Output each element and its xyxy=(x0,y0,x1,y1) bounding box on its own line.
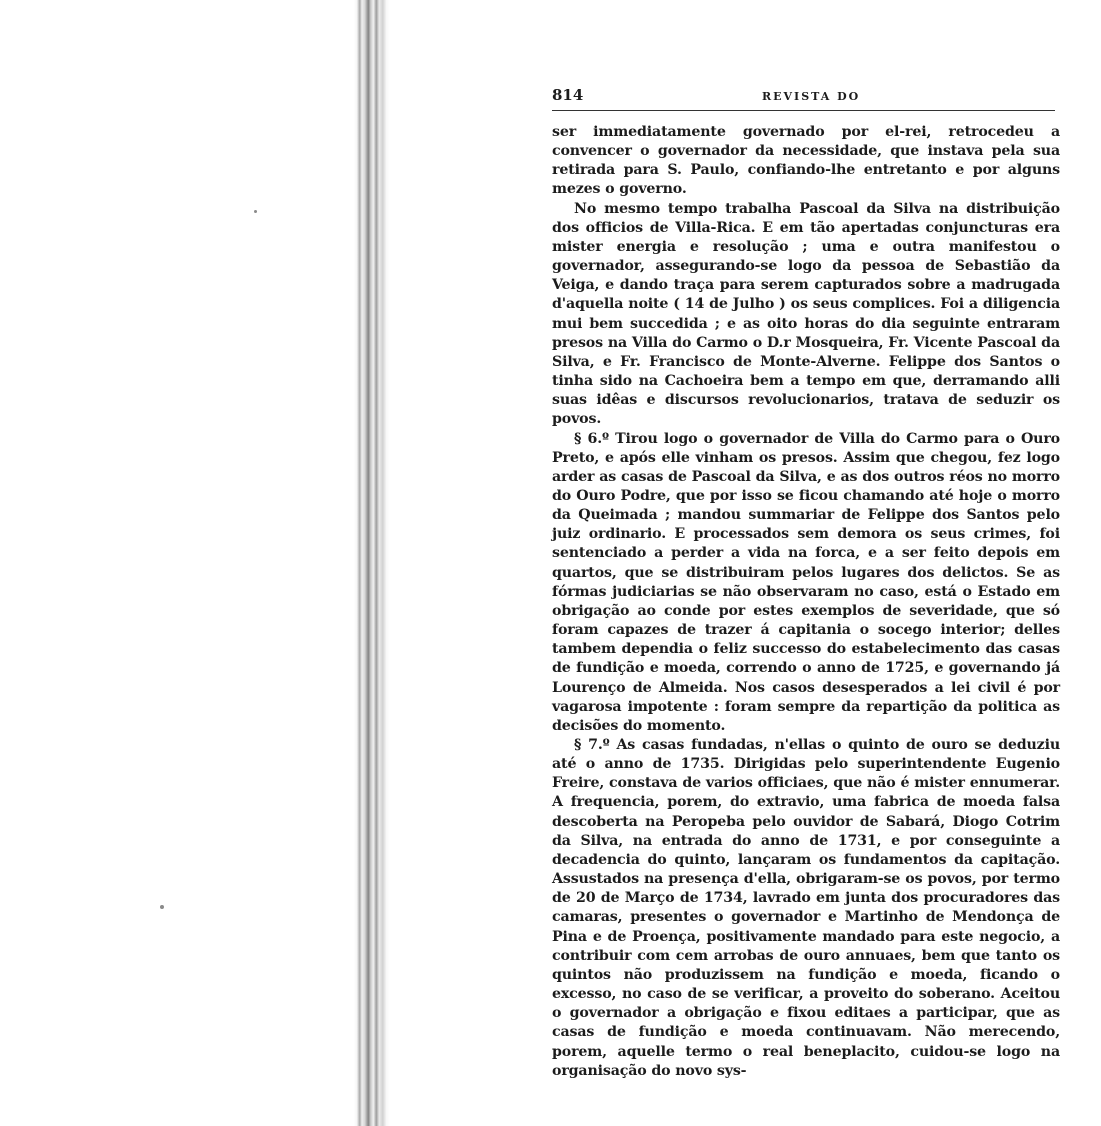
book-page xyxy=(552,86,1060,1081)
paragraph-continuation: ser immediatamente governado por el-rei, retrocedeu a convencer o governador da necessidade, que instava pela sua retirada para S. Paulo, confiando-lhe entretanto e por alguns mezes o governo. xyxy=(552,124,1060,198)
paragraph-section-7: § 7.º As casas fundadas, n'ellas o quinto de ouro se deduziu até o anno de 1735. Dirigidas pelo superintendente Eugenio Freire, constava de varios officiaes, que não é mister ennumerar. A frequencia, porem, do extravio, uma fabrica de moeda falsa descoberta na Peropeba pelo ouvidor de Sabará, Diogo Cotrim da Silva, na entrada do anno de 1731, e por conseguinte a decadencia do quinto, lançaram os fundamentos da capitação. Assustados na presença d'ella, obrigaram-se os povos, por termo de 20 de Março de 1734, lavrado em junta dos procuradores das camaras, presentes o governador e Martinho de Mendonça de Pina e de Proença, positivamente mandado para este negocio, a contribuir com cem arrobas de ouro annuaes, bem que tanto os quintos não produzissem na fundição e moeda, ficando o excesso, no caso de se verificar, a proveito do soberano. Aceitou o governador a obrigação e fixou editaes a participar, que as casas de fundição e moeda continuavam. Não merecendo, porem, aquelle termo o real beneplacito, cuidou-se logo na organisação do novo sys- xyxy=(552,737,1060,1079)
header-rule xyxy=(552,110,1055,111)
running-title: REVISTA DO xyxy=(762,90,861,103)
paper-speck xyxy=(254,210,257,213)
paragraph-section-6: § 6.º Tirou logo o governador de Villa do Carmo para o Ouro Preto, e após elle vinham os presos. Assim que chegou, fez logo arder as casas de Pascoal da Silva, e as dos outros réos no morro do Ouro Podre, que por isso se ficou chamando até hoje o morro da Queimada ; mandou summariar de Felippe dos Santos pelo juiz ordinario. E processados sem demora os seus crimes, foi sentenciado a perder a vida na forca, e a ser feito depois em quartos, que se distribuiram pelos lugares dos delictos. Se as fórmas judiciarias se não observaram no caso, está o Estado em obrigação ao conde por estes exemplos de severidade, que só foram capazes de trazer á capitania o socego interior; delles tambem dependia o feliz successo do estabelecimento das casas de fundição e moeda, correndo o anno de 1725, e governando já Lourenço de Almeida. Nos casos desesperados a lei civil é por vagarosa impotente : foram sempre da repartição da politica as decisões do momento. xyxy=(552,430,1060,734)
paragraph: No mesmo tempo trabalha Pascoal da Silva na distribuição dos officios de Villa-Rica. E em tão apertadas conjuncturas era mister energia e resolução ; uma e outra manifestou o governador, assegurando-se logo da pessoa de Sebastião da Veiga, e dando traça para serem capturados sobre a madrugada d'aquella noite ( 14 de Julho ) os seus complices. Foi a diligencia mui bem succedida ; e as oito horas do dia seguinte entraram presos na Villa do Carmo o D.r Mosqueira, Fr. Vicente Pascoal da Silva, e Fr. Francisco de Monte-Alverne. Felippe dos Santos o tinha sido na Cachoeira bem a tempo em que, derramando alli suas idêas e discursos revolucionarios, tratava de seduzir os povos. xyxy=(552,200,1060,428)
book-gutter-shadow xyxy=(354,0,390,1126)
page-body xyxy=(552,123,1060,1081)
paper-speck xyxy=(160,905,164,909)
page-header xyxy=(552,86,1060,106)
page-number: 814 xyxy=(552,86,584,104)
